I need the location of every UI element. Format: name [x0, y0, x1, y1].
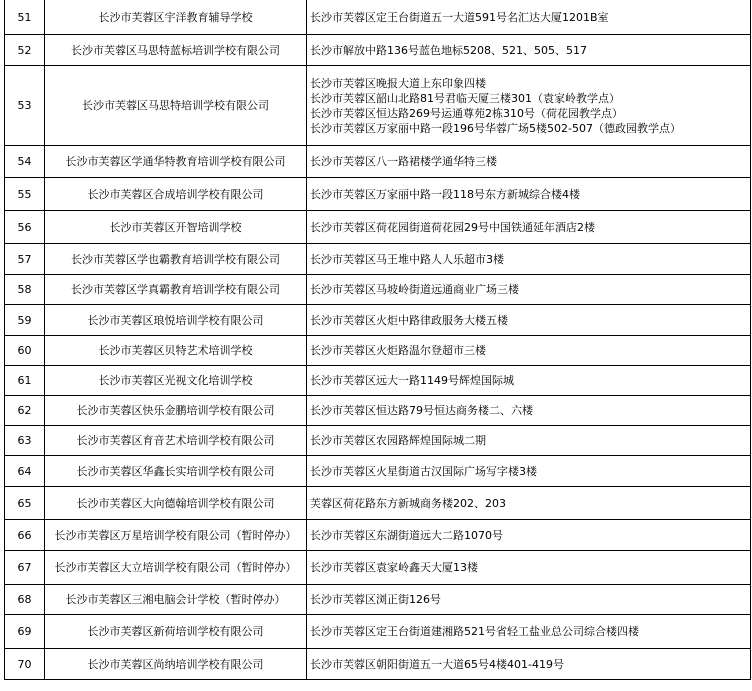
table-row: [5, 305, 751, 336]
table-row: [5, 649, 751, 680]
address-line: 长沙市芙蓉区定王台街道建湘路521号省轻工盐业总公司综合楼四楼: [310, 625, 639, 638]
row-number: 59: [5, 305, 45, 336]
address-line: 长沙市芙蓉区马王堆中路人人乐超市3楼: [310, 252, 504, 266]
school-name: 长沙市芙蓉区贝特艺术培训学校: [45, 336, 307, 366]
school-name: 长沙市芙蓉区学也霸教育培训学校有限公司: [45, 244, 307, 275]
address-line: 长沙市芙蓉区火炬中路律政服务大楼五楼: [310, 313, 508, 327]
school-name: 长沙市芙蓉区大立培训学校有限公司（暂时停办）: [45, 551, 307, 585]
row-number: 60: [5, 336, 45, 366]
table-row: [5, 35, 751, 66]
table-row: [5, 520, 751, 551]
school-name: 长沙市芙蓉区育音艺术培训学校有限公司: [45, 426, 307, 456]
table-row: [5, 66, 751, 146]
school-name: 长沙市芙蓉区尚纳培训学校有限公司: [45, 649, 307, 680]
school-name: 长沙市芙蓉区大向德翰培训学校有限公司: [45, 487, 307, 520]
school-name: 长沙市芙蓉区学通华特教育培训学校有限公司: [45, 146, 307, 178]
table-row: [5, 615, 751, 649]
school-address: [307, 615, 751, 649]
school-address: [307, 649, 751, 680]
table-row: [5, 396, 751, 426]
school-list-table: [4, 0, 751, 680]
school-name: 长沙市芙蓉区开智培训学校: [45, 211, 307, 244]
row-number: 70: [5, 649, 45, 680]
address-line: 长沙市芙蓉区火炬路温尔登超市三楼: [310, 344, 486, 357]
school-address: [307, 396, 751, 426]
school-address: [307, 551, 751, 585]
table-row: [5, 585, 751, 615]
school-address: [307, 178, 751, 211]
school-name: 长沙市芙蓉区万星培训学校有限公司（暂时停办）: [45, 520, 307, 551]
school-name: 长沙市芙蓉区宇洋教育辅导学校: [45, 0, 307, 35]
table-row: [5, 487, 751, 520]
school-name: 长沙市芙蓉区马思特蓝标培训学校有限公司: [45, 35, 307, 66]
table-row: [5, 178, 751, 211]
table-row: [5, 146, 751, 178]
school-address: [307, 585, 751, 615]
address-line: 长沙市芙蓉区韶山北路81号君临天厦三楼301（袁家岭教学点）: [310, 91, 620, 105]
school-address: [307, 366, 751, 396]
row-number: 57: [5, 244, 45, 275]
school-address: [307, 487, 751, 520]
row-number: 61: [5, 366, 45, 396]
row-number: 52: [5, 35, 45, 66]
address-line: 长沙市芙蓉区万家丽中路一段118号东方新城综合楼4楼: [310, 187, 580, 201]
row-number: 64: [5, 456, 45, 487]
school-name: 长沙市芙蓉区马思特培训学校有限公司: [45, 66, 307, 146]
table-row: [5, 336, 751, 366]
school-name: 长沙市芙蓉区三湘电脑会计学校（暂时停办）: [45, 585, 307, 615]
school-address: [307, 426, 751, 456]
table-row: [5, 426, 751, 456]
address-line: 长沙市芙蓉区万家丽中路一段196号华蓉广场5楼502-507（德政园教学点）: [310, 121, 681, 135]
row-number: 69: [5, 615, 45, 649]
row-number: 55: [5, 178, 45, 211]
school-name: 长沙市芙蓉区琅悦培训学校有限公司: [45, 305, 307, 336]
address-line: 长沙市解放中路136号蓝色地标5208、521、505、517: [310, 43, 587, 57]
school-address: [307, 35, 751, 66]
row-number: 67: [5, 551, 45, 585]
school-name: 长沙市芙蓉区华鑫长实培训学校有限公司: [45, 456, 307, 487]
address-line: 长沙市芙蓉区袁家岭鑫天大厦13楼: [310, 561, 478, 574]
school-name: 长沙市芙蓉区合成培训学校有限公司: [45, 178, 307, 211]
table-row: [5, 211, 751, 244]
table-row: [5, 0, 751, 35]
address-line: 长沙市芙蓉区农园路辉煌国际城二期: [310, 434, 486, 447]
table-row: [5, 551, 751, 585]
row-number: 68: [5, 585, 45, 615]
address-line: 长沙市芙蓉区晚报大道上东印象四楼: [310, 76, 486, 90]
row-number: 63: [5, 426, 45, 456]
address-line: 长沙市芙蓉区恒达路269号运通尊苑2栋310号（荷花园教学点）: [310, 106, 623, 120]
row-number: 53: [5, 66, 45, 146]
school-name: 长沙市芙蓉区快乐金鹏培训学校有限公司: [45, 396, 307, 426]
school-address: [307, 146, 751, 178]
table-row: [5, 366, 751, 396]
row-number: 66: [5, 520, 45, 551]
table-body: [5, 0, 751, 680]
school-address: [307, 275, 751, 305]
school-address: [307, 211, 751, 244]
address-line: 长沙市芙蓉区朝阳街道五一大道65号4楼401-419号: [310, 657, 564, 671]
school-address: [307, 0, 751, 35]
school-address: [307, 520, 751, 551]
row-number: 54: [5, 146, 45, 178]
address-line: 长沙市芙蓉区马坡岭街道远通商业广场三楼: [310, 283, 519, 296]
school-name: 长沙市芙蓉区学真霸教育培训学校有限公司: [45, 275, 307, 305]
address-line: 长沙市芙蓉区火星街道古汉国际广场写字楼3楼: [310, 464, 537, 478]
address-line: 长沙市芙蓉区恒达路79号恒达商务楼二、六楼: [310, 404, 533, 417]
school-address: [307, 66, 751, 146]
table-row: [5, 456, 751, 487]
address-line: 长沙市芙蓉区浏正街126号: [310, 593, 441, 606]
school-address: [307, 336, 751, 366]
row-number: 62: [5, 396, 45, 426]
row-number: 58: [5, 275, 45, 305]
school-name: 长沙市芙蓉区光视文化培训学校: [45, 366, 307, 396]
school-address: [307, 244, 751, 275]
address-line: 长沙市芙蓉区远大一路1149号辉煌国际城: [310, 374, 514, 387]
address-line: 长沙市芙蓉区荷花园街道荷花园29号中国铁通延年酒店2楼: [310, 220, 595, 234]
school-address: [307, 305, 751, 336]
school-name: 长沙市芙蓉区新荷培训学校有限公司: [45, 615, 307, 649]
table-row: [5, 275, 751, 305]
address-line: 芙蓉区荷花路东方新城商务楼202、203: [310, 496, 506, 510]
school-address: [307, 456, 751, 487]
row-number: 51: [5, 0, 45, 35]
row-number: 56: [5, 211, 45, 244]
row-number: 65: [5, 487, 45, 520]
address-line: 长沙市芙蓉区东湖街道远大二路1070号: [310, 528, 503, 542]
address-line: 长沙市芙蓉区定王台街道五一大道591号名汇达大厦1201B室: [310, 10, 609, 24]
address-line: 长沙市芙蓉区八一路裙楼学通华特三楼: [310, 155, 497, 168]
table-row: [5, 244, 751, 275]
